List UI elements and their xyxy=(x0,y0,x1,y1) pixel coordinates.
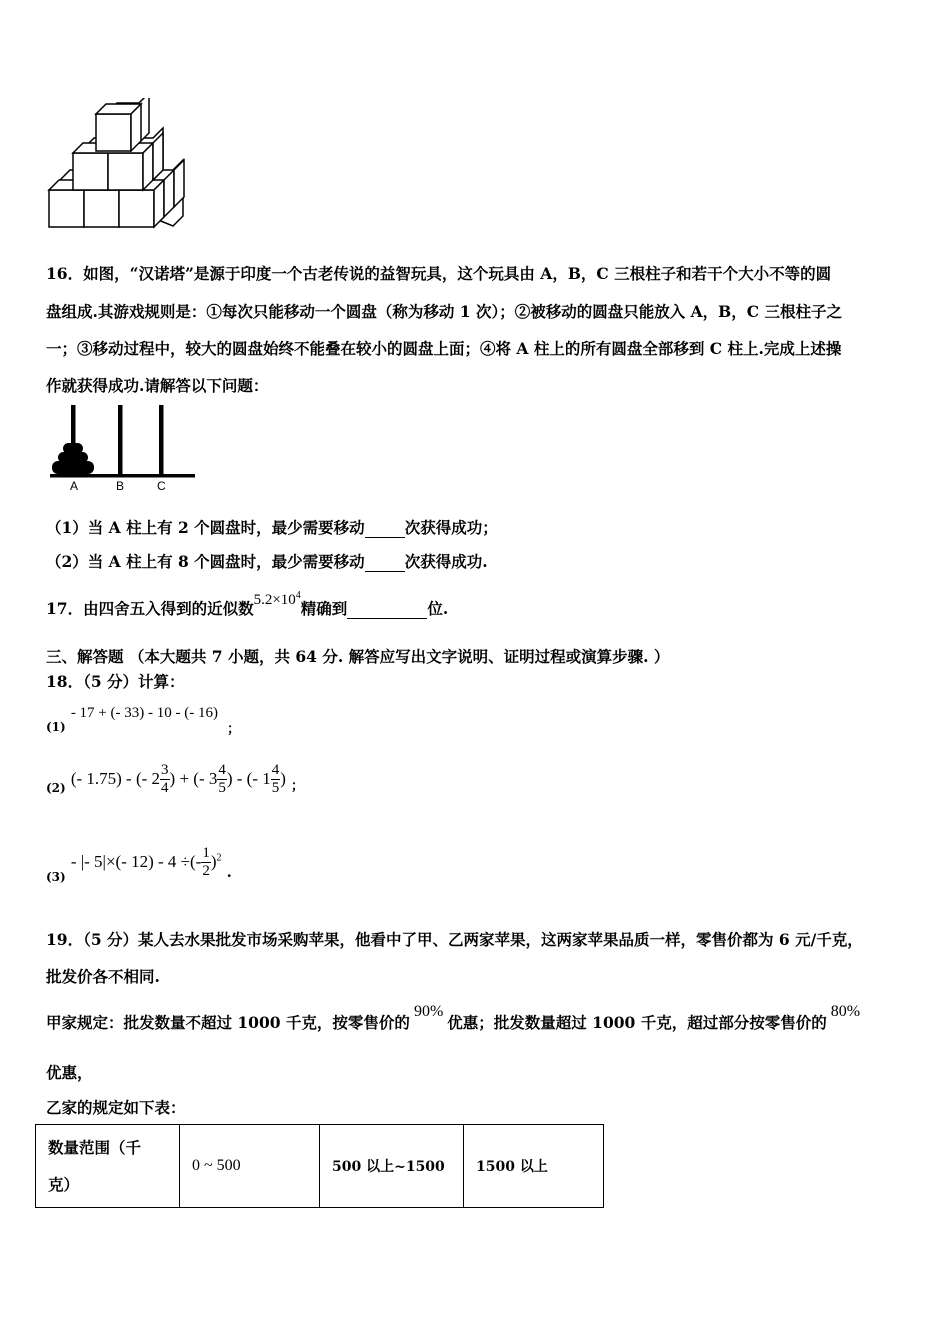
q18-p2-f1-den: 4 xyxy=(161,780,169,796)
q18-p2-f2-den: 5 xyxy=(218,780,226,796)
q19-line3-a: 甲家规定：批发数量不超过 1000 千克，按零售价的 xyxy=(46,1013,410,1032)
q19-line-5: 乙家的规定如下表： xyxy=(46,1098,186,1117)
q19-pct-2: 80% xyxy=(830,1003,861,1020)
q18-p2-a: (- 1.75) - (- 2 xyxy=(70,769,161,788)
q16-sub2-blank xyxy=(365,552,405,572)
q18-p3-a: - |- 5|×(- 12) - 4 ÷(- xyxy=(70,852,202,871)
q17-end: 位. xyxy=(427,599,449,618)
q17-mid: 精确到 xyxy=(300,599,348,618)
q18-p2-b: ) + (- 3 xyxy=(169,769,218,788)
q18-p2-d: ) xyxy=(280,769,286,788)
q16-line-2: 盘组成.其游戏规则是：①每次只能移动一个圆盘（称为移动 1 次）；②被移动的圆盘只能放入 A，B，C 三根柱子之 xyxy=(46,302,842,321)
q18-p2-fraction-2 xyxy=(217,762,227,797)
peg-label-b: B xyxy=(116,479,125,493)
table-cell-range-1: 0 ~ 500 xyxy=(180,1125,320,1208)
q18-p1-end: ； xyxy=(227,722,241,737)
q17-number: 5.2×10 xyxy=(253,592,296,608)
q19-line-3 xyxy=(46,1003,916,1033)
q18-p2-c: ) - (- 1 xyxy=(226,769,271,788)
q19-line3-b: 优惠；批发数量超过 1000 千克，超过部分按零售价的 xyxy=(447,1013,827,1032)
q16-sub2-text: （2）当 A 柱上有 8 个圆盘时，最少需要移动 xyxy=(46,552,365,571)
table-cell-range-header xyxy=(36,1125,180,1208)
range-header-line-2: 克） xyxy=(48,1175,80,1194)
q18-p2-f1-num: 3 xyxy=(161,762,169,778)
table-cell-range-2: 500 以上~1500 xyxy=(320,1125,464,1208)
q16-sub-1 xyxy=(46,516,916,538)
q18-part-2 xyxy=(46,762,304,797)
q17-line xyxy=(46,589,916,619)
q18-p1-expr: - 17 + (- 33) - 10 - (- 16) xyxy=(70,705,218,721)
q18-part-3 xyxy=(46,845,232,884)
q18-p3-exp: 2 xyxy=(216,852,222,864)
q17-text: 17．由四舍五入得到的近似数 xyxy=(46,599,254,618)
peg-label-a: A xyxy=(70,479,79,493)
peg-label-c: C xyxy=(157,479,166,493)
table-cell-range-3: 1500 以上 xyxy=(464,1125,604,1208)
q19-pct-1: 90% xyxy=(413,1003,444,1020)
q18-p3-f-num: 1 xyxy=(202,845,210,861)
q18-p3-fraction xyxy=(201,845,211,880)
q16-line-4: 作就获得成功.请解答以下问题： xyxy=(46,376,269,395)
q17-blank xyxy=(347,599,427,619)
q17-exponent: 4 xyxy=(295,589,301,601)
range-header-line-1: 数量范围（千 xyxy=(48,1138,142,1157)
q16-sub-2 xyxy=(46,550,916,572)
q18-p3-label: (3) xyxy=(46,870,66,884)
q16-line-1: 16．如图，“汉诺塔”是源于印度一个古老传说的益智玩具，这个玩具由 A，B，C 三根柱子和若干个大小不等的圆 xyxy=(46,264,832,283)
q18-part-1 xyxy=(46,702,241,737)
q19-line-1: 19．（5 分）某人去水果批发市场采购苹果，他看中了甲、乙两家苹果，这两家苹果品质一样，零售价都为 6 元/千克， xyxy=(46,930,863,949)
q16-line-3: 一；③移动过程中，较大的圆盘始终不能叠在较小的圆盘上面；④将 A 柱上的所有圆盘全部移到 C 柱上.完成上述操 xyxy=(46,339,842,358)
q18-p3-f-den: 2 xyxy=(202,863,210,879)
q16-sub1-text: （1）当 A 柱上有 2 个圆盘时，最少需要移动 xyxy=(46,518,365,537)
cube-stack-figure xyxy=(40,98,195,233)
q18-p2-f3-den: 5 xyxy=(271,780,280,796)
q18-title: 18．（5 分）计算： xyxy=(46,672,185,691)
q18-p2-fraction-3 xyxy=(271,762,281,797)
q18-p1-label: (1) xyxy=(46,720,66,734)
q18-p2-fraction-1 xyxy=(160,762,170,797)
q16-sub1-end: 次获得成功； xyxy=(404,518,498,537)
section-3-heading: 三、解答题 （本大题共 7 小题，共 64 分. 解答应写出文字说明、证明过程或演算步骤. ） xyxy=(46,647,670,666)
table-row xyxy=(36,1125,604,1208)
q18-p3-end: . xyxy=(226,863,232,881)
q18-p2-f3-num: 4 xyxy=(271,762,280,778)
q18-p3-b: ) xyxy=(210,852,217,871)
q18-p2-end: ； xyxy=(291,779,305,794)
q19-line-4: 优惠， xyxy=(46,1063,93,1082)
q19-line-2: 批发价各不相同. xyxy=(46,967,160,986)
q19-pricing-table xyxy=(35,1124,604,1208)
q18-p2-f2-num: 4 xyxy=(218,762,226,778)
q18-p2-label: (2) xyxy=(46,781,66,795)
q16-sub2-end: 次获得成功. xyxy=(404,552,488,571)
q16-sub1-blank xyxy=(365,518,405,538)
